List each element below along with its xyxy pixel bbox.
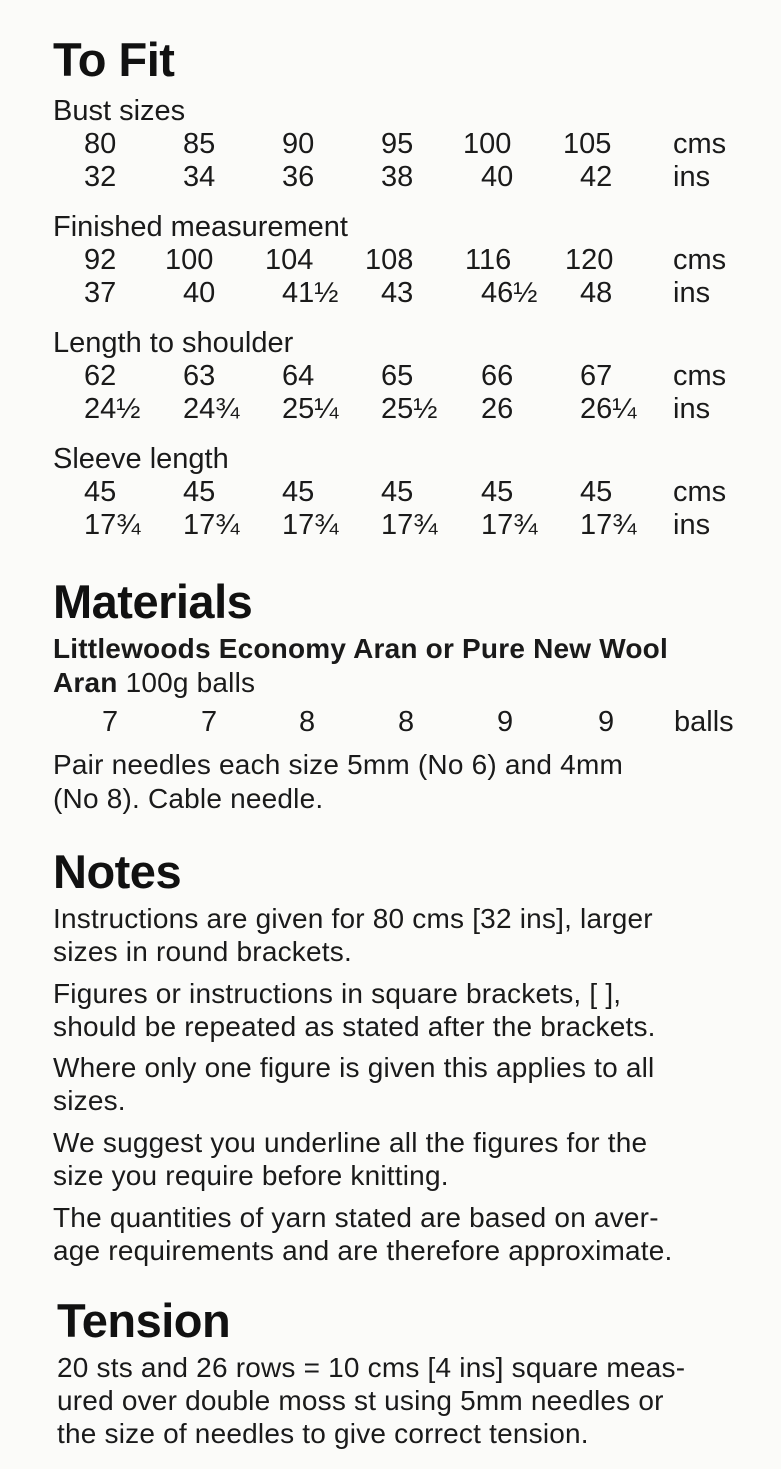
- finished-cms-3: 104: [265, 244, 314, 276]
- length-cms-5: 66: [481, 360, 514, 392]
- sleeve-cms-2: 45: [183, 476, 216, 508]
- yarn-line-2: [53, 666, 753, 699]
- sleeve-ins-6: 17¾: [580, 509, 637, 541]
- finished-cms-1: 92: [84, 244, 117, 276]
- tension-line-1: 20 sts and 26 rows = 10 cms [4 ins] square meas-: [57, 1352, 686, 1383]
- sleeve-ins-5: 17¾: [481, 509, 538, 541]
- sleeve-cms-unit: cms: [673, 476, 727, 508]
- sleeve-cms-3: 45: [282, 476, 315, 508]
- finished-ins-5: 46½: [481, 277, 538, 309]
- notes-2-line-1: Figures or instructions in square brackets, [ ],: [53, 978, 622, 1009]
- sleeve-ins-1: 17¾: [84, 509, 141, 541]
- yarn-line-2-rest: 100g balls: [117, 667, 256, 698]
- balls-row: [0, 706, 781, 738]
- notes-paragraph-2: [53, 977, 753, 1043]
- bust-ins-row: [0, 161, 781, 193]
- bust-cms-5: 100: [463, 128, 512, 160]
- materials-heading: Materials: [53, 575, 253, 628]
- bust-cms-6: 105: [563, 128, 612, 160]
- balls-4: 8: [398, 706, 415, 738]
- balls-2: 7: [201, 706, 218, 738]
- length-ins-6: 26¼: [580, 393, 637, 425]
- balls-3: 8: [299, 706, 316, 738]
- notes-paragraph-4: [53, 1126, 753, 1192]
- notes-1-line-1: Instructions are given for 80 cms [32 ins], larger: [53, 903, 653, 934]
- length-to-shoulder-label: Length to shoulder: [53, 327, 294, 359]
- bust-cms-1: 80: [84, 128, 117, 160]
- notes-paragraph-5: [53, 1201, 753, 1267]
- finished-measurement-label: Finished measurement: [53, 211, 348, 243]
- length-ins-5: 26: [481, 393, 514, 425]
- finished-ins-2: 40: [183, 277, 216, 309]
- length-cms-4: 65: [381, 360, 414, 392]
- notes-5-line-1: The quantities of yarn stated are based on aver-: [53, 1202, 659, 1233]
- tension-text: [57, 1351, 757, 1450]
- length-cms-1: 62: [84, 360, 117, 392]
- sleeve-ins-2: 17¾: [183, 509, 240, 541]
- balls-6: 9: [598, 706, 615, 738]
- to-fit-heading: To Fit: [53, 33, 175, 86]
- finished-ins-4: 43: [381, 277, 414, 309]
- length-ins-row: [0, 393, 781, 425]
- sleeve-ins-row: [0, 509, 781, 541]
- notes-paragraph-3: [53, 1051, 753, 1117]
- tension-line-3: the size of needles to give correct tension.: [57, 1418, 589, 1449]
- finished-ins-row: [0, 277, 781, 309]
- notes-5-line-2: age requirements and are therefore approximate.: [53, 1235, 673, 1266]
- balls-5: 9: [497, 706, 514, 738]
- sleeve-cms-4: 45: [381, 476, 414, 508]
- finished-cms-row: [0, 244, 781, 276]
- length-ins-2: 24¾: [183, 393, 240, 425]
- length-ins-4: 25½: [381, 393, 438, 425]
- finished-cms-2: 100: [165, 244, 214, 276]
- length-ins-1: 24½: [84, 393, 141, 425]
- finished-cms-6: 120: [565, 244, 614, 276]
- bust-sizes-label: Bust sizes: [53, 95, 186, 127]
- sleeve-cms-6: 45: [580, 476, 613, 508]
- yarn-line-2-bold: Aran: [53, 667, 118, 698]
- finished-cms-5: 116: [465, 244, 512, 276]
- balls-unit: balls: [674, 706, 734, 738]
- finished-ins-1: 37: [84, 277, 117, 309]
- bust-cms-4: 95: [381, 128, 414, 160]
- bust-ins-unit: ins: [673, 161, 711, 193]
- sleeve-cms-1: 45: [84, 476, 117, 508]
- bust-ins-6: 42: [580, 161, 613, 193]
- bust-cms-row: [0, 128, 781, 160]
- notes-paragraph-1: [53, 902, 753, 968]
- notes-4-line-2: size you require before knitting.: [53, 1160, 449, 1191]
- bust-cms-3: 90: [282, 128, 315, 160]
- length-cms-3: 64: [282, 360, 315, 392]
- length-cms-2: 63: [183, 360, 216, 392]
- bust-ins-1: 32: [84, 161, 117, 193]
- balls-1: 7: [102, 706, 119, 738]
- length-cms-unit: cms: [673, 360, 727, 392]
- sleeve-length-label: Sleeve length: [53, 443, 229, 475]
- notes-1-line-2: sizes in round brackets.: [53, 936, 352, 967]
- needles-line-2: (No 8). Cable needle.: [53, 783, 324, 814]
- bust-ins-2: 34: [183, 161, 216, 193]
- sleeve-ins-4: 17¾: [381, 509, 438, 541]
- notes-3-line-1: Where only one figure is given this applies to all: [53, 1052, 655, 1083]
- notes-heading: Notes: [53, 845, 182, 898]
- bust-cms-2: 85: [183, 128, 216, 160]
- finished-cms-unit: cms: [673, 244, 727, 276]
- notes-4-line-1: We suggest you underline all the figures for the: [53, 1127, 648, 1158]
- sleeve-ins-unit: ins: [673, 509, 711, 541]
- notes-3-line-2: sizes.: [53, 1085, 126, 1116]
- sleeve-cms-row: [0, 476, 781, 508]
- bust-ins-3: 36: [282, 161, 315, 193]
- finished-ins-6: 48: [580, 277, 613, 309]
- yarn-line-1: Littlewoods Economy Aran or Pure New Wool: [53, 633, 668, 664]
- finished-ins-3: 41½: [282, 277, 339, 309]
- length-ins-3: 25¼: [282, 393, 339, 425]
- sleeve-cms-5: 45: [481, 476, 514, 508]
- tension-line-2: ured over double moss st using 5mm needles or: [57, 1385, 664, 1416]
- length-cms-6: 67: [580, 360, 613, 392]
- sleeve-ins-3: 17¾: [282, 509, 339, 541]
- bust-ins-4: 38: [381, 161, 414, 193]
- tension-heading: Tension: [57, 1294, 231, 1347]
- finished-cms-4: 108: [365, 244, 414, 276]
- bust-ins-5: 40: [481, 161, 514, 193]
- needles-line-1: Pair needles each size 5mm (No 6) and 4mm: [53, 749, 623, 780]
- notes-2-line-2: should be repeated as stated after the brackets.: [53, 1011, 656, 1042]
- bust-cms-unit: cms: [673, 128, 727, 160]
- length-ins-unit: ins: [673, 393, 711, 425]
- finished-ins-unit: ins: [673, 277, 711, 309]
- length-cms-row: [0, 360, 781, 392]
